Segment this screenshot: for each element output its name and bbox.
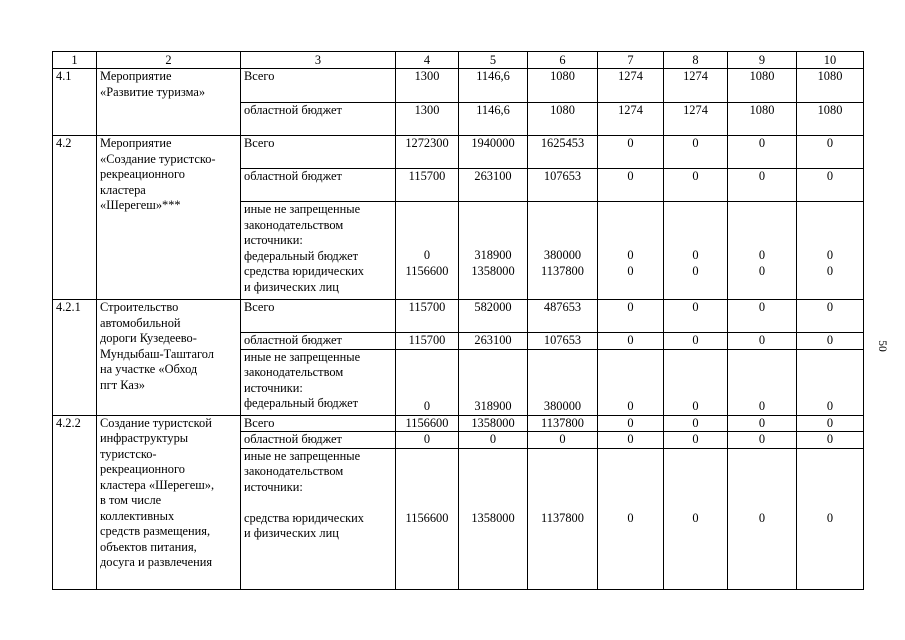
funding-source xyxy=(241,300,396,333)
name-line: рекреационного xyxy=(100,167,185,181)
header-cell: 2 xyxy=(97,52,241,69)
value-line: 1156600 xyxy=(405,263,449,278)
name-line: дороги Кузедеево- xyxy=(100,331,197,345)
value-cell: 0 xyxy=(598,300,664,333)
value-cell: 0 xyxy=(598,333,664,350)
source-line xyxy=(244,495,392,511)
value-cell: 0 xyxy=(664,300,728,333)
value-cell xyxy=(664,448,728,589)
value-cell: 0 xyxy=(728,432,797,449)
funding-source xyxy=(241,432,396,449)
name-line: пгт Каз» xyxy=(100,377,145,392)
source-line: иные не запрещенные xyxy=(244,448,361,463)
value-cell: 0 xyxy=(598,169,664,202)
table-header-row xyxy=(53,52,864,69)
source-line: и физических лиц xyxy=(244,279,339,294)
header-cell: 10 xyxy=(797,52,864,69)
row-code: 4.2.1 xyxy=(53,300,97,416)
value-cell: 0 xyxy=(598,415,664,432)
table-row xyxy=(53,300,864,333)
header-cell: 6 xyxy=(528,52,598,69)
value-cell: 1146,6 xyxy=(459,103,528,136)
value-line: 318900 xyxy=(474,248,512,262)
value-cell: 263100 xyxy=(459,333,528,350)
name-line: автомобильной xyxy=(100,315,181,330)
value-cell: 115700 xyxy=(396,300,459,333)
value-line: 380000 xyxy=(543,248,582,262)
value-cell xyxy=(459,202,528,300)
value-line: 0 xyxy=(627,399,634,413)
value-cell: 582000 xyxy=(459,300,528,333)
source-line: Всего xyxy=(244,136,275,150)
page-number: 50 xyxy=(875,340,888,352)
value-cell xyxy=(528,349,598,415)
name-line: на участке «Обход xyxy=(100,362,198,376)
value-cell: 0 xyxy=(664,415,728,432)
source-line: федеральный бюджет xyxy=(244,396,359,410)
value-line: 0 xyxy=(423,248,431,262)
value-line: 0 xyxy=(758,263,766,278)
funding-source xyxy=(241,69,396,103)
value-line: 380000 xyxy=(543,399,582,413)
value-cell: 1300 xyxy=(396,103,459,136)
source-line: источники: xyxy=(244,233,303,247)
source-line: законодательством xyxy=(244,365,344,379)
name-line: «Развитие туризма» xyxy=(100,84,206,99)
source-line: Всего xyxy=(244,300,275,314)
value-cell xyxy=(459,448,528,589)
value-cell: 1940000 xyxy=(459,136,528,169)
value-cell: 1274 xyxy=(664,103,728,136)
header-cell: 5 xyxy=(459,52,528,69)
value-line: 1137800 xyxy=(541,263,584,278)
funding-source xyxy=(241,169,396,202)
value-cell: 107653 xyxy=(528,169,598,202)
value-cell: 263100 xyxy=(459,169,528,202)
value-line: 0 xyxy=(826,248,834,262)
value-line: 0 xyxy=(692,399,699,413)
row-code: 4.1 xyxy=(53,69,97,136)
row-code: 4.2 xyxy=(53,136,97,300)
budget-table xyxy=(52,51,864,590)
name-line: объектов питания, xyxy=(100,539,197,554)
value-cell: 1274 xyxy=(664,69,728,103)
value-cell xyxy=(459,349,528,415)
value-cell: 0 xyxy=(664,333,728,350)
table-row xyxy=(53,136,864,169)
value-cell: 0 xyxy=(728,169,797,202)
value-cell: 107653 xyxy=(528,333,598,350)
value-cell: 1080 xyxy=(528,69,598,103)
source-line: областной бюджет xyxy=(244,169,342,183)
value-cell xyxy=(797,349,864,415)
value-cell: 1080 xyxy=(797,69,864,103)
value-cell: 0 xyxy=(598,432,664,449)
source-line: законодательством xyxy=(244,217,344,232)
name-line: «Шерегеш»*** xyxy=(100,198,181,212)
value-cell: 0 xyxy=(797,333,864,350)
name-line: «Создание туристско- xyxy=(100,151,216,166)
value-line: 1358000 xyxy=(471,263,515,278)
value-cell: 0 xyxy=(728,300,797,333)
value-line: 0 xyxy=(758,248,766,262)
value-cell xyxy=(797,448,864,589)
value-cell: 1080 xyxy=(728,103,797,136)
value-line: 1358000 xyxy=(471,510,515,525)
value-cell: 0 xyxy=(396,432,459,449)
source-line: федеральный бюджет xyxy=(244,248,359,263)
value-cell xyxy=(728,448,797,589)
name-line: досуга и развлечения xyxy=(100,555,213,569)
value-line: 0 xyxy=(826,263,834,278)
value-cell: 0 xyxy=(459,432,528,449)
value-cell xyxy=(598,448,664,589)
name-line: в том числе xyxy=(100,493,162,507)
name-line: Мундыбаш-Таштагол xyxy=(100,346,214,361)
value-cell xyxy=(396,349,459,415)
source-line: иные не запрещенные xyxy=(244,202,361,216)
value-cell xyxy=(728,202,797,300)
funding-source xyxy=(241,103,396,136)
funding-source xyxy=(241,202,396,300)
header-cell: 4 xyxy=(396,52,459,69)
header-cell: 3 xyxy=(241,52,396,69)
value-cell: 0 xyxy=(664,136,728,169)
name-line: коллективных xyxy=(100,508,175,523)
source-line: источники: xyxy=(244,380,303,395)
value-cell: 1080 xyxy=(797,103,864,136)
funding-source xyxy=(241,136,396,169)
name-line: кластера «Шерегеш», xyxy=(100,477,215,492)
value-cell: 0 xyxy=(797,415,864,432)
name-line: Мероприятие xyxy=(100,69,172,83)
value-line: 0 xyxy=(826,399,834,413)
table-row xyxy=(53,415,864,432)
value-line: 0 xyxy=(423,399,431,413)
source-line: областной бюджет xyxy=(244,103,342,117)
name-line: инфраструктуры xyxy=(100,431,189,445)
value-cell: 1080 xyxy=(528,103,598,136)
value-cell: 1156600 xyxy=(396,415,459,432)
value-cell xyxy=(528,448,598,589)
row-code: 4.2.2 xyxy=(53,415,97,589)
value-cell: 1358000 xyxy=(459,415,528,432)
value-cell xyxy=(396,202,459,300)
value-line: 0 xyxy=(692,248,699,262)
name-line: туристско- xyxy=(100,446,157,461)
value-line: 0 xyxy=(627,510,634,525)
value-cell: 487653 xyxy=(528,300,598,333)
value-cell: 0 xyxy=(797,300,864,333)
value-cell xyxy=(664,349,728,415)
measure-name xyxy=(97,300,241,416)
value-line: 0 xyxy=(692,510,699,525)
source-line: иные не запрещенные xyxy=(244,349,361,364)
measure-name xyxy=(97,415,241,589)
header-cell: 8 xyxy=(664,52,728,69)
value-line: 0 xyxy=(758,399,766,413)
table-row xyxy=(53,69,864,103)
value-cell xyxy=(396,448,459,589)
value-cell: 0 xyxy=(797,136,864,169)
value-cell xyxy=(598,202,664,300)
value-line: 0 xyxy=(692,263,699,278)
source-line: источники: xyxy=(244,479,303,494)
source-line: законодательством xyxy=(244,464,344,478)
name-line: Строительство xyxy=(100,300,179,314)
value-cell: 1080 xyxy=(728,69,797,103)
value-cell: 1274 xyxy=(598,69,664,103)
funding-source xyxy=(241,415,396,432)
value-cell xyxy=(598,349,664,415)
name-line: Мероприятие xyxy=(100,136,172,150)
value-cell: 0 xyxy=(598,136,664,169)
value-cell: 1300 xyxy=(396,69,459,103)
value-line: 318900 xyxy=(474,399,512,413)
source-line: Всего xyxy=(244,415,275,430)
value-cell: 115700 xyxy=(396,333,459,350)
funding-source xyxy=(241,349,396,415)
source-line: средства юридических xyxy=(244,264,364,278)
value-line: 0 xyxy=(627,263,634,278)
value-cell: 1137800 xyxy=(528,415,598,432)
value-cell: 0 xyxy=(528,432,598,449)
source-line: Всего xyxy=(244,69,275,83)
header-cell: 7 xyxy=(598,52,664,69)
value-cell: 1625453 xyxy=(528,136,598,169)
value-cell xyxy=(728,349,797,415)
source-line: и физических лиц xyxy=(244,526,339,540)
value-cell: 0 xyxy=(797,432,864,449)
name-line: кластера xyxy=(100,182,146,197)
value-cell xyxy=(528,202,598,300)
header-cell: 9 xyxy=(728,52,797,69)
value-cell: 0 xyxy=(797,169,864,202)
funding-source xyxy=(241,448,396,589)
value-line: 0 xyxy=(627,248,634,262)
value-cell: 0 xyxy=(728,333,797,350)
value-cell: 1274 xyxy=(598,103,664,136)
value-line: 0 xyxy=(758,510,766,525)
value-line: 1137800 xyxy=(541,510,584,525)
value-line: 1156600 xyxy=(405,510,449,525)
name-line: Создание туристской xyxy=(100,415,212,430)
source-line: средства юридических xyxy=(244,510,364,525)
name-line: средств размещения, xyxy=(100,524,211,538)
value-cell: 0 xyxy=(664,169,728,202)
value-line: 0 xyxy=(826,510,834,525)
measure-name xyxy=(97,69,241,136)
value-cell: 0 xyxy=(664,432,728,449)
value-cell: 0 xyxy=(728,136,797,169)
funding-source xyxy=(241,333,396,350)
value-cell: 0 xyxy=(728,415,797,432)
value-cell: 1272300 xyxy=(396,136,459,169)
header-cell: 1 xyxy=(53,52,97,69)
value-cell: 115700 xyxy=(396,169,459,202)
name-line: рекреационного xyxy=(100,462,185,476)
value-cell: 1146,6 xyxy=(459,69,528,103)
measure-name xyxy=(97,136,241,300)
value-cell xyxy=(797,202,864,300)
source-line: областной бюджет xyxy=(244,432,342,446)
value-cell xyxy=(664,202,728,300)
source-line: областной бюджет xyxy=(244,333,342,347)
